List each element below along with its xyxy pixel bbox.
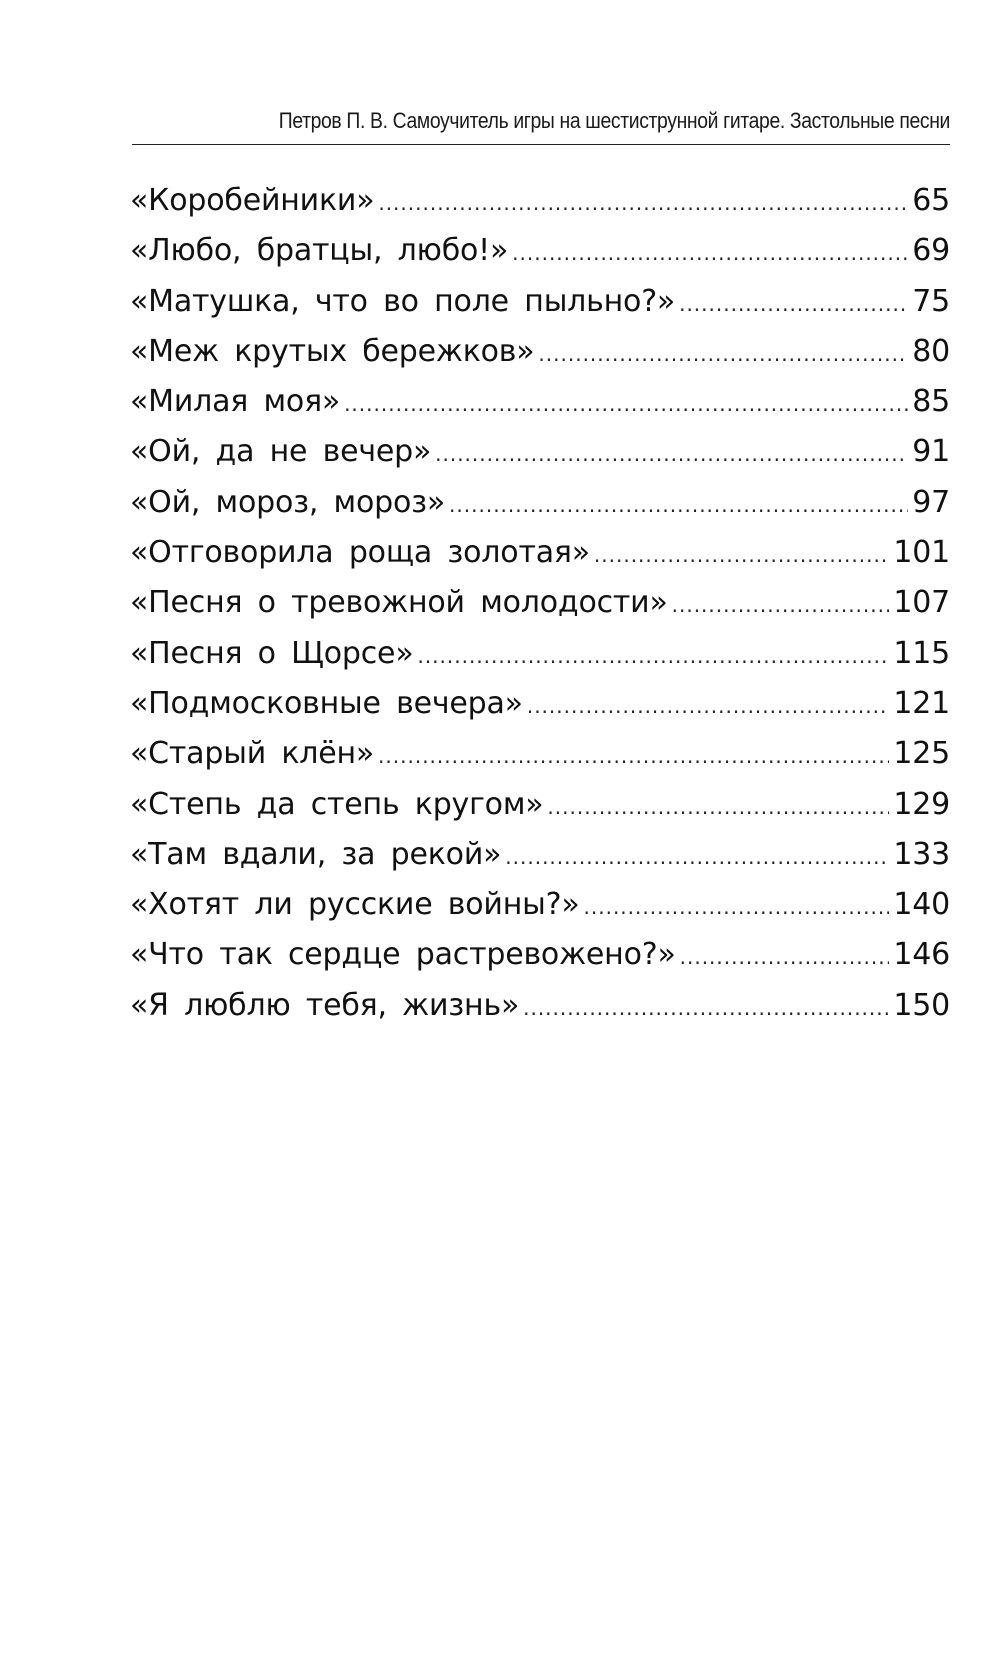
toc-dot-leader — [505, 832, 889, 882]
toc-dot-leader — [527, 681, 889, 731]
toc-entry-title: «Песня о Щорсе» — [130, 635, 414, 671]
toc-entry-title: «Хотят ли русские войны?» — [130, 887, 580, 923]
toc-entry-title: «Там вдали, за рекой» — [130, 836, 502, 872]
toc-entry-title: «Я люблю тебя, жизнь» — [130, 987, 520, 1023]
toc-entry — [130, 679, 950, 729]
toc-entry-title: «Милая моя» — [130, 384, 341, 420]
toc-entry — [130, 277, 950, 327]
toc-entry — [130, 930, 950, 980]
toc-entry — [130, 176, 950, 226]
toc-entry-page-number: 101 — [893, 535, 950, 571]
toc-dot-leader — [538, 329, 908, 379]
toc-entry-title: «Ой, мороз, мороз» — [130, 484, 446, 520]
toc-entry-title: «Любо, братцы, любо!» — [130, 233, 509, 269]
toc-entry-page-number: 133 — [893, 836, 950, 872]
toc-dot-leader — [594, 530, 889, 580]
toc-entry — [130, 578, 950, 628]
toc-entry-page-number: 97 — [912, 484, 950, 520]
toc-entry-page-number: 125 — [893, 736, 950, 772]
toc-entry-title: «Песня о тревожной молодости» — [130, 585, 668, 621]
toc-dot-leader — [417, 631, 889, 681]
toc-entry-title: «Старый клён» — [130, 736, 375, 772]
toc-entry-page-number: 129 — [893, 786, 950, 822]
header-divider — [132, 144, 950, 145]
toc-entry — [130, 427, 950, 477]
toc-dot-leader — [523, 983, 889, 1033]
toc-entry-page-number: 107 — [893, 585, 950, 621]
toc-dot-leader — [378, 178, 908, 228]
toc-dot-leader — [378, 731, 889, 781]
toc-entry — [130, 880, 950, 930]
toc-entry — [130, 226, 950, 276]
toc-entry-title: «Подмосковные вечера» — [130, 685, 523, 721]
toc-entry-page-number: 91 — [912, 434, 950, 470]
running-header: Петров П. В. Самоучитель игры на шестиструнной гитаре. Застольные песни — [278, 108, 950, 133]
toc-entry-page-number: 85 — [912, 384, 950, 420]
toc-entry-title: «Меж крутых бережков» — [130, 333, 535, 369]
toc-entry — [130, 377, 950, 427]
toc-entry-title: «Ой, да не вечер» — [130, 434, 432, 470]
toc-entry — [130, 981, 950, 1031]
toc-dot-leader — [680, 932, 890, 982]
toc-entry-title: «Что так сердце растревожено?» — [130, 937, 676, 973]
toc-dot-leader — [435, 429, 908, 479]
toc-entry — [130, 528, 950, 578]
toc-entry — [130, 830, 950, 880]
toc-entry-page-number: 69 — [912, 233, 950, 269]
toc-dot-leader — [344, 379, 908, 429]
toc-dot-leader — [584, 882, 890, 932]
toc-entry-page-number: 140 — [893, 887, 950, 923]
toc-entry-title: «Матушка, что во поле пыльно?» — [130, 283, 676, 319]
toc-entry — [130, 327, 950, 377]
toc-entry-title: «Степь да степь кругом» — [130, 786, 544, 822]
toc-entry-page-number: 75 — [912, 283, 950, 319]
toc-dot-leader — [449, 480, 908, 530]
toc-dot-leader — [512, 228, 908, 278]
table-of-contents — [130, 176, 950, 1031]
toc-entry-title: «Коробейники» — [130, 183, 375, 218]
toc-entry-page-number: 115 — [893, 635, 950, 671]
toc-entry-page-number: 121 — [893, 685, 950, 721]
toc-dot-leader — [547, 782, 889, 832]
toc-entry — [130, 780, 950, 830]
toc-entry-page-number: 146 — [893, 937, 950, 973]
toc-entry-page-number: 150 — [893, 987, 950, 1023]
toc-entry — [130, 629, 950, 679]
toc-entry — [130, 729, 950, 779]
toc-entry — [130, 478, 950, 528]
toc-entry-page-number: 65 — [912, 183, 950, 218]
toc-dot-leader — [679, 279, 908, 329]
toc-dot-leader — [672, 580, 890, 630]
toc-entry-title: «Отговорила роща золотая» — [130, 535, 590, 571]
toc-entry-page-number: 80 — [912, 333, 950, 369]
